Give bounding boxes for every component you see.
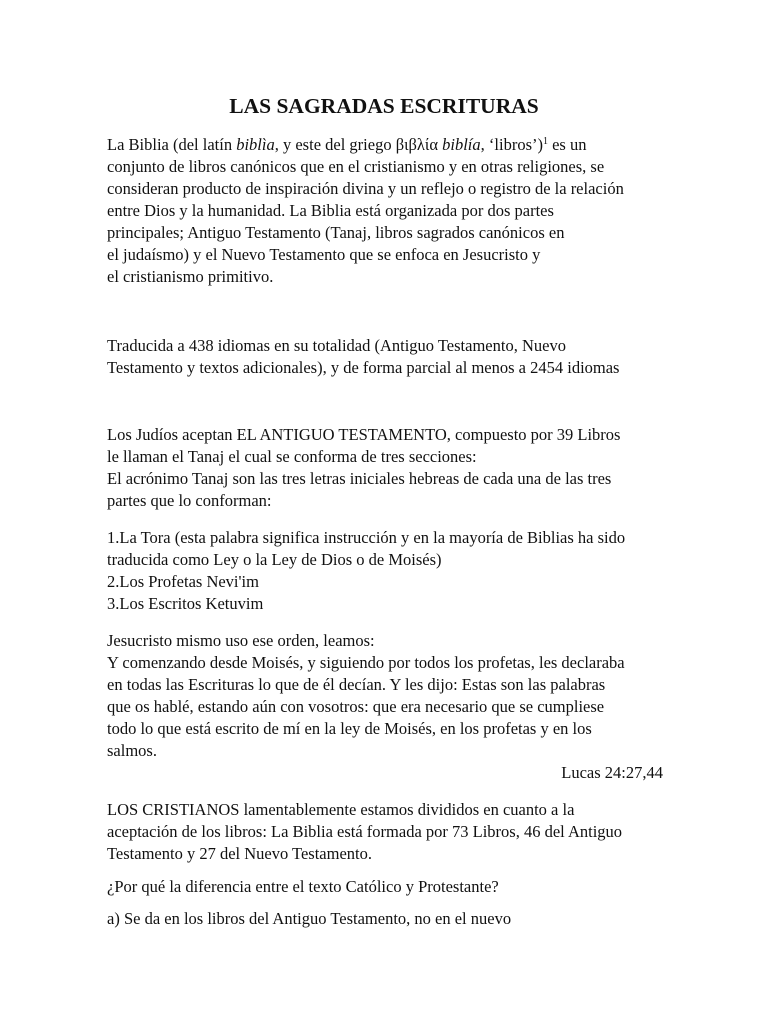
answer-paragraph (107, 908, 663, 930)
intro-text-a: La Biblia (del latín (107, 135, 237, 154)
translation-paragraph (107, 335, 663, 379)
jesus-paragraph (107, 630, 663, 784)
list-item: 2.Los Profetas Nevi'im (107, 572, 259, 591)
intro-line-1 (107, 134, 663, 156)
christians-line: Testamento y 27 del Nuevo Testamento. (107, 844, 372, 863)
christians-line: LOS CRISTIANOS lamentablemente estamos divididos en cuanto a la (107, 800, 575, 819)
jews-line: Los Judíos aceptan EL ANTIGUO TESTAMENTO, compuesto por 39 Libros (107, 425, 621, 444)
list-item: 3.Los Escritos Ketuvim (107, 594, 264, 613)
jesus-line: en todas las Escrituras lo que de él decían. Y les dijo: Estas son las palabras (107, 675, 606, 694)
translation-line: Traducida a 438 idiomas en su totalidad (Antiguo Testamento, Nuevo (107, 336, 566, 355)
intro-line: el cristianismo primitivo. (107, 267, 274, 286)
jews-line: partes que lo conforman: (107, 491, 272, 510)
jews-line: le llaman el Tanaj el cual se conforma de tres secciones: (107, 447, 477, 466)
question-paragraph (107, 876, 663, 898)
intro-paragraph (107, 134, 663, 288)
list-item: traducida como Ley o la Ley de Dios o de Moisés) (107, 550, 442, 569)
answer-line: a) Se da en los libros del Antiguo Testamento, no en el nuevo (107, 909, 512, 928)
jews-paragraph (107, 424, 663, 512)
bible-reference: Lucas 24:27,44 (561, 763, 663, 782)
jesus-line: Y comenzando desde Moisés, y siguiendo por todos los profetas, les declaraba (107, 653, 625, 672)
christians-paragraph (107, 799, 663, 865)
translation-line: Testamento y textos adicionales), y de forma parcial al menos a 2454 idiomas (107, 358, 620, 377)
page-title: LAS SAGRADAS ESCRITURAS (229, 94, 539, 118)
intro-line: consideran producto de inspiración divina y un reflejo o registro de la relación (107, 179, 624, 198)
intro-text-e: , ‘libros’) (480, 135, 543, 154)
sections-list (107, 527, 663, 615)
footnote-marker: 1 (542, 136, 548, 147)
latin-word: biblìa (236, 135, 275, 154)
christians-line: aceptación de los libros: La Biblia está formada por 73 Libros, 46 del Antiguo (107, 822, 623, 841)
intro-text-f: es un (547, 135, 587, 154)
jesus-line: que os hablé, estando aún con vosotros: que era necesario que se cumpliese (107, 697, 605, 716)
jesus-line: Jesucristo mismo uso ese orden, leamos: (107, 631, 375, 650)
jesus-line: todo lo que está escrito de mí en la ley de Moisés, en los profetas y en los (107, 719, 592, 738)
jews-line: El acrónimo Tanaj son las tres letras iniciales hebreas de cada una de las tres (107, 469, 612, 488)
intro-line: el judaísmo) y el Nuevo Testamento que se enfoca en Jesucristo y (107, 245, 541, 264)
list-item: 1.La Tora (esta palabra significa instrucción y en la mayoría de Biblias ha sido (107, 528, 626, 547)
intro-text-c: , y este del griego βιβλία (274, 135, 443, 154)
intro-line: entre Dios y la humanidad. La Biblia está organizada por dos partes (107, 201, 554, 220)
intro-line: principales; Antiguo Testamento (Tanaj, libros sagrados canónicos en (107, 223, 565, 242)
intro-line: conjunto de libros canónicos que en el cristianismo y en otras religiones, se (107, 157, 605, 176)
question-line: ¿Por qué la diferencia entre el texto Católico y Protestante? (107, 877, 499, 896)
greek-transliteration: biblía (442, 135, 481, 154)
jesus-line: salmos. (107, 741, 157, 760)
